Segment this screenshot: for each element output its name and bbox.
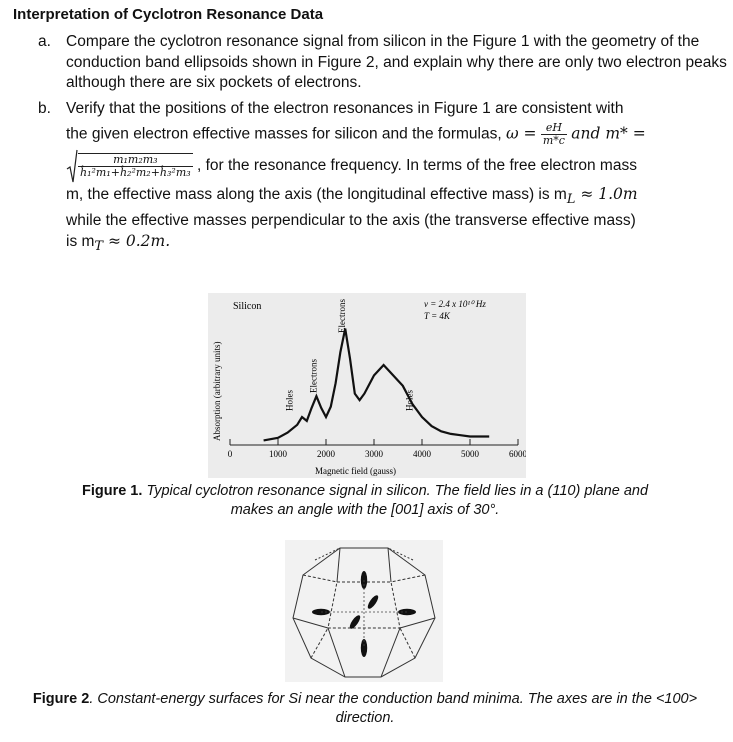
- peak-label-electrons: Electrons: [308, 359, 319, 393]
- x-tick-label: 3000: [365, 449, 383, 459]
- question-b-line6-text: is m: [66, 233, 95, 251]
- chart-annotation-temperature: T = 4K: [424, 311, 450, 321]
- mt-subscript: T: [94, 239, 104, 255]
- x-tick-label: 6000: [509, 449, 526, 459]
- x-tick-label: 5000: [461, 449, 479, 459]
- figure1-caption: [60, 482, 670, 520]
- figure1-caption-text: Typical cyclotron resonance signal in silicon. The field lies in a (110) plane and makes an angle with the [001] axis of 30°.: [146, 483, 649, 518]
- question-a-text: Compare the cyclotron resonance signal from silicon in the Figure 1 with the geometry of the conduction band ellipsoids shown in Figure 2, and explain why there are only two electron peaks although there are six pockets of electrons.: [66, 33, 727, 91]
- figure2-image: [285, 540, 443, 682]
- question-b-line3-text: , for the resonance frequency. In terms of the free electron mass: [196, 157, 637, 175]
- question-a: [38, 32, 728, 94]
- chart-annotation-frequency: ν = 2.4 x 10¹⁰ Hz: [424, 299, 486, 309]
- resonance-chart: [208, 293, 526, 478]
- question-a-marker: a.: [38, 33, 51, 50]
- question-b-line4: [66, 184, 728, 211]
- mstar-denominator: ĥ₁²m₁+ĥ₂²m₂+ĥ₃²m₃: [80, 166, 191, 179]
- sqrt-expression: [66, 149, 193, 183]
- figure2-caption-label: Figure 2: [32, 691, 90, 707]
- figure1-image: [208, 293, 526, 478]
- x-tick-label: 0: [227, 449, 233, 459]
- brillouin-zone-diagram: [285, 540, 443, 682]
- sqrt-sign-icon: [66, 149, 78, 183]
- question-b-line1: Verify that the positions of the electron resonances in Figure 1 are consistent with: [66, 99, 624, 117]
- mt-value: ≈ 0.2m.: [103, 232, 171, 251]
- ml-subscript: L: [566, 192, 576, 208]
- question-list: [38, 32, 728, 260]
- figure2-caption: [30, 690, 700, 728]
- mstar-symbol: and m* =: [571, 124, 646, 143]
- question-b-line2: [66, 122, 728, 147]
- figure1-caption-label: Figure 1.: [81, 483, 143, 499]
- chart-title: Silicon: [233, 301, 262, 312]
- chart-ylabel: Absorption (arbitrary units): [212, 341, 222, 441]
- electron-pocket-back: [366, 594, 380, 611]
- omega-fraction: [541, 122, 567, 147]
- question-b: [38, 99, 728, 258]
- omega-symbol: ω =: [505, 124, 537, 143]
- chart-series-line: [264, 329, 490, 441]
- ml-value: ≈ 1.0m: [575, 185, 638, 203]
- omega-denominator: m*c: [542, 134, 565, 147]
- question-b-line4-text: m, the effective mass along the axis (the longitudinal effective mass) is m: [66, 186, 567, 203]
- question-b-marker: b.: [38, 99, 51, 117]
- question-b-line5: while the effective masses perpendicular to the axis (the transverse effective mass): [66, 211, 636, 229]
- x-tick-label: 2000: [317, 449, 335, 459]
- chart-xlabel: Magnetic field (gauss): [315, 466, 396, 476]
- peak-label-holes: Holes: [284, 390, 295, 411]
- question-b-line6: [66, 231, 728, 258]
- figure2-caption-text: . Constant-energy surfaces for Si near the conduction band minima. The axes are in the <100> direction.: [89, 691, 698, 726]
- x-tick-label: 1000: [269, 449, 287, 459]
- mstar-numerator: m₁m₂m₃: [78, 154, 193, 167]
- mstar-fraction: [78, 153, 193, 179]
- page-title: Interpretation of Cyclotron Resonance Data: [13, 6, 324, 23]
- peak-label-holes: Holes: [404, 390, 415, 411]
- x-tick-label: 4000: [413, 449, 431, 459]
- question-b-line3: [66, 149, 728, 183]
- omega-numerator: eH: [541, 122, 567, 135]
- peak-label-electrons: Electrons: [337, 299, 348, 333]
- question-b-line2-text: the given electron effective masses for silicon and the formulas,: [66, 125, 502, 143]
